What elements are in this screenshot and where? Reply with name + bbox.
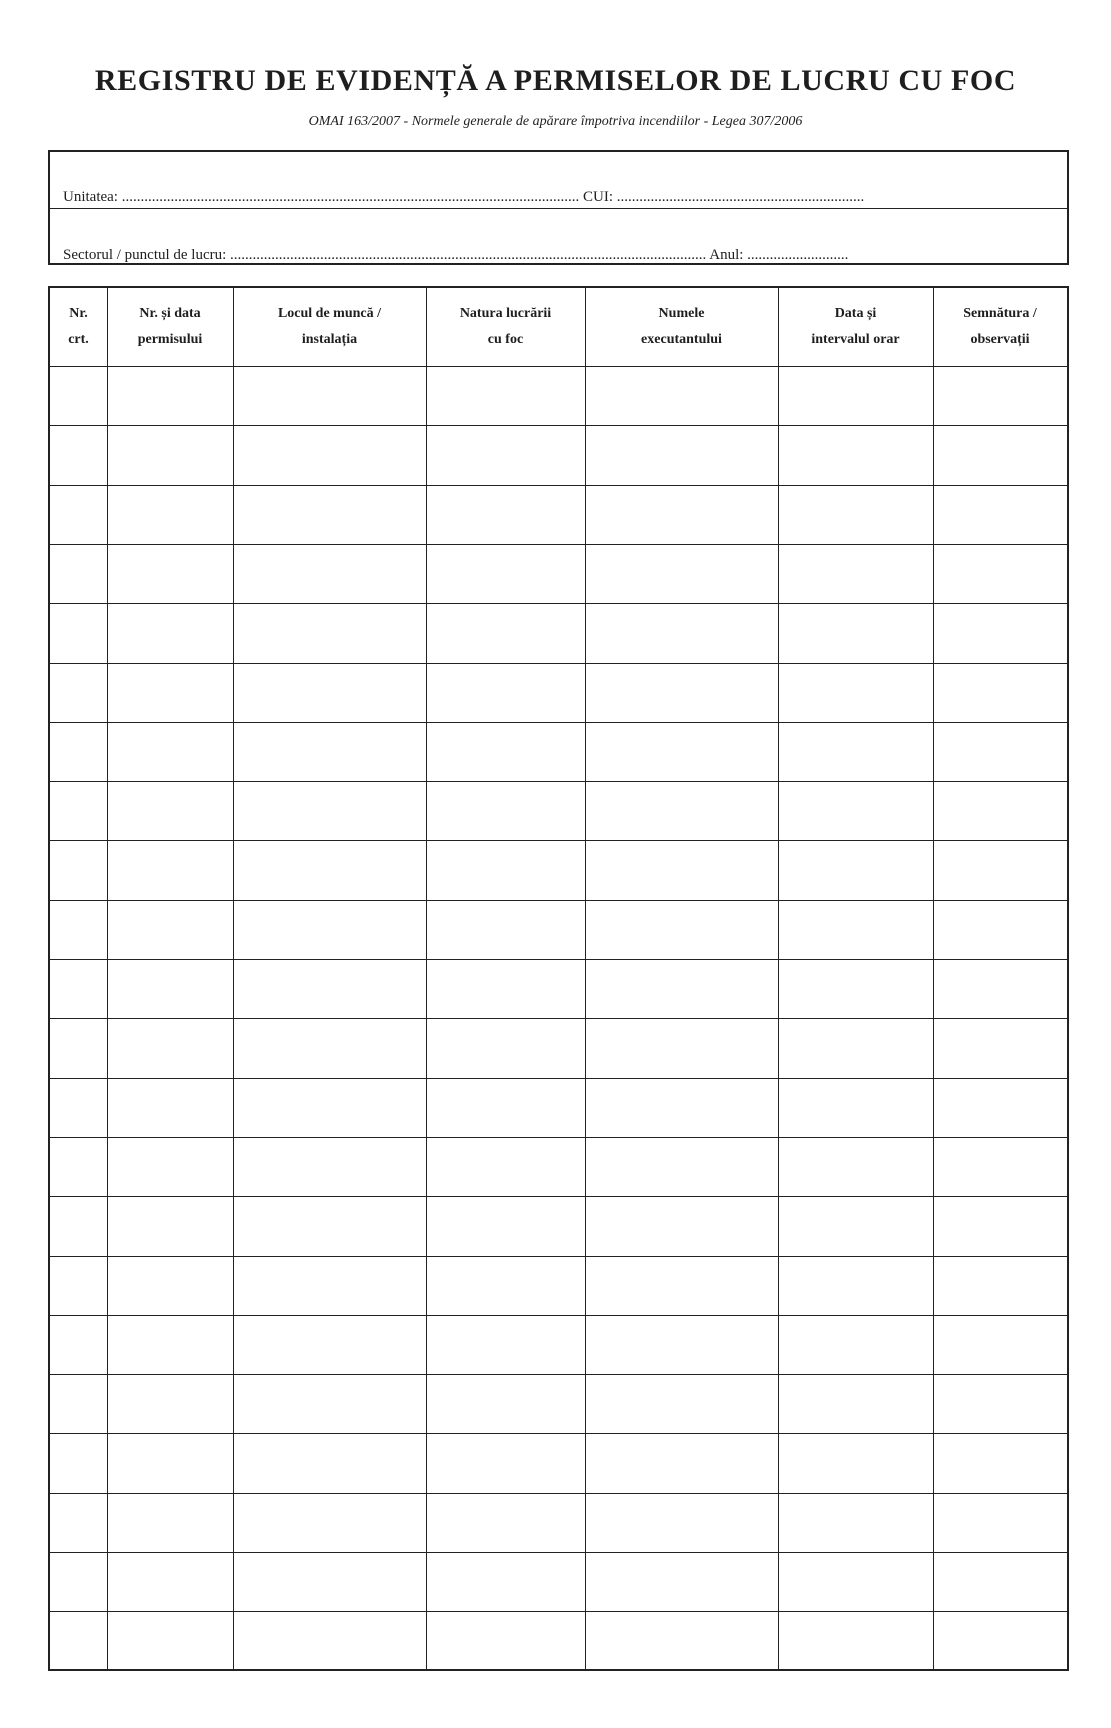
table-row-divider [50,425,1067,426]
page-subtitle: OMAI 163/2007 - Normele generale de apărare împotriva incendiilor - Legea 307/2006 [308,114,803,129]
column-header-line1: Nr. și data [139,306,201,321]
column-header-7 [933,288,1067,366]
column-divider [933,288,934,1669]
table-row-divider [50,366,1067,367]
table-row-divider [50,1315,1067,1316]
column-divider [778,288,779,1669]
permits-table [48,286,1069,1671]
column-header-5 [585,288,778,366]
info-row-unitatea [50,152,1067,209]
sectorul-field[interactable]: ............................................................................................................................... [230,247,707,263]
info-row-sectorul [50,209,1067,266]
unitatea-label: Unitatea: [63,189,118,205]
column-header-line2: intervalul orar [811,332,900,347]
table-row-divider [50,1196,1067,1197]
table-row-divider [50,1433,1067,1434]
column-header-line2: crt. [68,332,89,347]
column-header-line1: Locul de muncă / [277,306,382,321]
column-divider [107,288,108,1669]
column-divider [585,288,586,1669]
table-row-divider [50,663,1067,664]
column-header-line2: cu foc [487,332,524,347]
table-row-divider [50,603,1067,604]
table-row-divider [50,1611,1067,1612]
table-row-divider [50,1374,1067,1375]
cui-field[interactable]: .................................................................. [616,189,865,205]
table-row-divider [50,781,1067,782]
column-header-line2: executantului [641,332,722,347]
table-row-divider [50,1137,1067,1138]
column-header-line1: Natura lucrării [459,306,552,321]
table-row-divider [50,485,1067,486]
table-row-divider [50,544,1067,545]
table-row-divider [50,1256,1067,1257]
column-header-line2: observații [970,332,1030,347]
table-row-divider [50,722,1067,723]
column-divider [426,288,427,1669]
unitatea-field[interactable]: .......................................................................................................................... [121,189,580,205]
column-header-line1: Nr. [69,306,88,321]
column-header-3 [233,288,426,366]
info-box [48,150,1069,265]
table-row-divider [50,1078,1067,1079]
column-divider [233,288,234,1669]
table-row-divider [50,1493,1067,1494]
cui-label: CUI: [582,189,613,205]
column-header-2 [107,288,233,366]
column-header-1 [50,288,107,366]
table-row-divider [50,1018,1067,1019]
column-header-line2: instalația [301,332,358,347]
anul-label: Anul: [709,247,744,263]
sectorul-label: Sectorul / punctul de lucru: [63,247,227,263]
column-header-line1: Semnătura / [963,306,1037,321]
page-title: REGISTRU DE EVIDENȚĂ A PERMISELOR DE LUCRU CU FOC [94,64,1017,97]
table-row-divider [50,1552,1067,1553]
column-header-6 [778,288,933,366]
column-header-line2: permisului [137,332,203,347]
column-header-line1: Numele [658,306,705,321]
anul-field[interactable]: ........................... [747,247,849,263]
table-row-divider [50,959,1067,960]
table-row-divider [50,900,1067,901]
column-header-4 [426,288,585,366]
table-row-divider [50,840,1067,841]
column-header-line1: Data și [834,306,877,321]
